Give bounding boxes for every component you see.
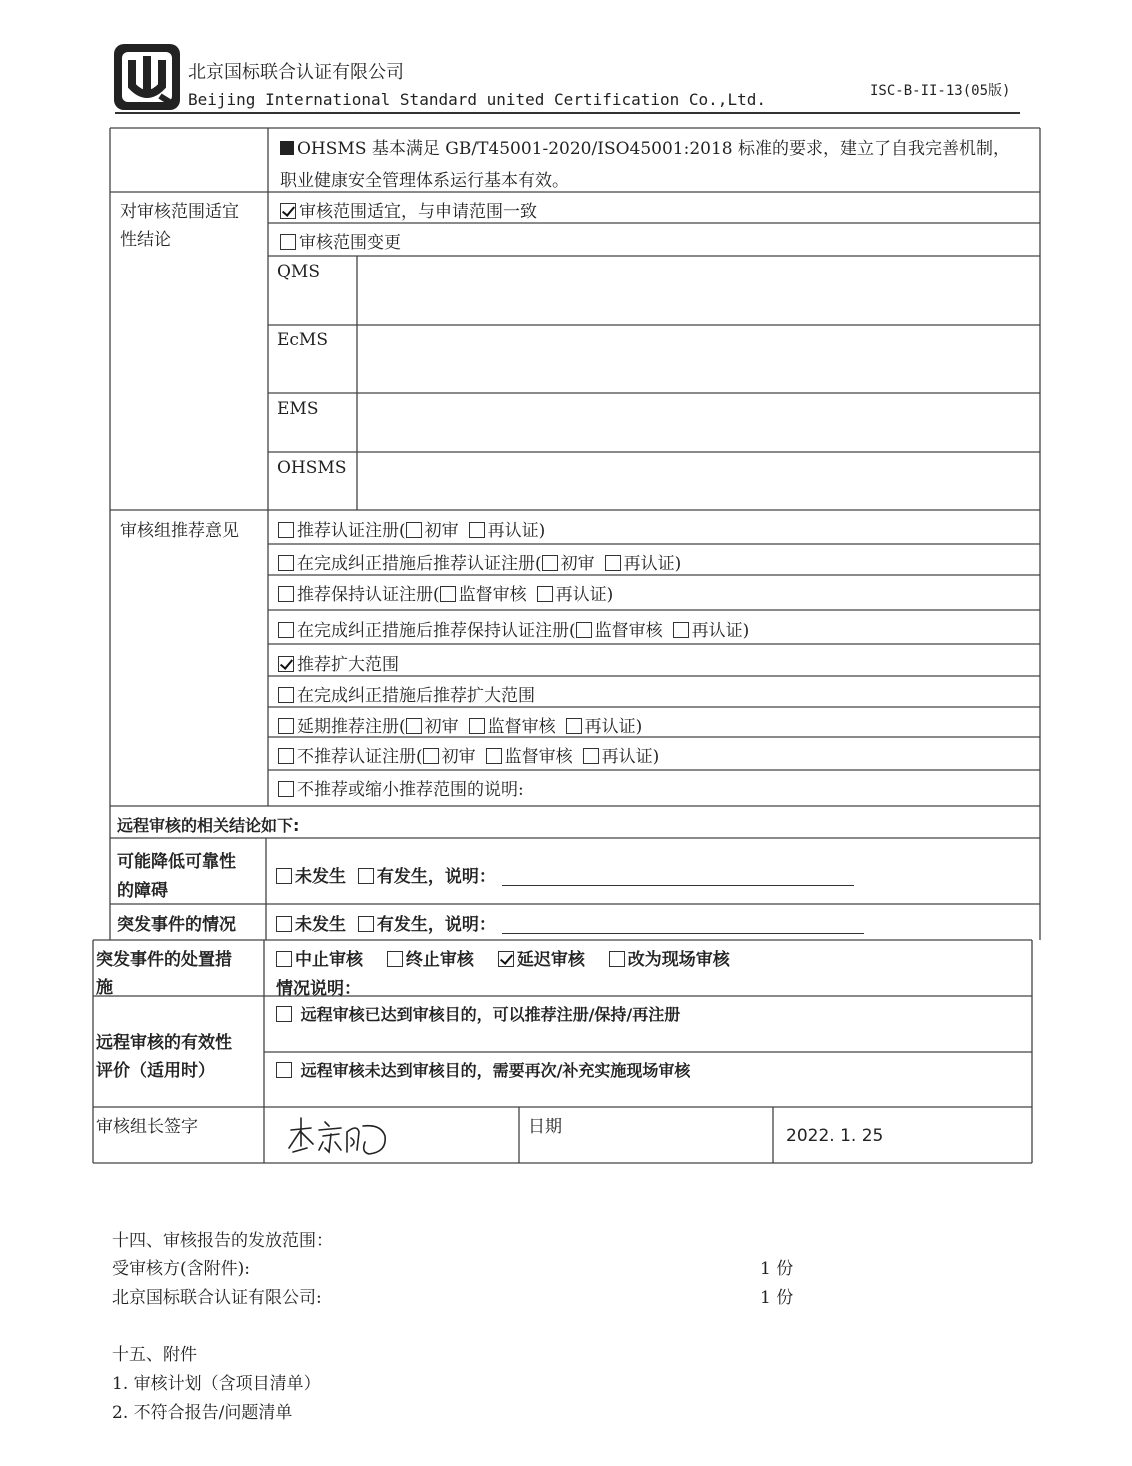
checkbox-icon[interactable] (542, 555, 558, 571)
handling-option-onsite[interactable]: 改为现场审核 (609, 950, 730, 970)
recommendation-sub-option[interactable]: 初审 (406, 717, 459, 737)
checkbox-icon[interactable] (566, 718, 582, 734)
recommendation-option[interactable]: 不推荐认证注册( 初审 监督审核 再认证) (278, 742, 659, 767)
distribution-party: 北京国标联合认证有限公司: (112, 1288, 322, 1308)
checkbox-icon[interactable] (423, 748, 439, 764)
occurred-option[interactable]: 有发生，说明： (358, 915, 496, 935)
system-label-ems: EMS (277, 399, 319, 419)
checkbox-icon[interactable] (276, 868, 292, 884)
recommendation-sub-option[interactable]: 初审 (406, 521, 459, 541)
scope-suitable-option[interactable]: 审核范围适宜，与申请范围一致 (280, 197, 537, 222)
handling-label-line2: 施 (96, 978, 113, 998)
checkbox-icon[interactable] (276, 1062, 292, 1078)
checkbox-icon[interactable] (605, 555, 621, 571)
recommendation-sub-option[interactable]: 监督审核 (440, 585, 527, 605)
checkbox-icon[interactable] (280, 234, 296, 250)
scope-change-option[interactable]: 审核范围变更 (280, 228, 401, 253)
system-label-ecms: EcMS (277, 330, 328, 350)
recommendation-option[interactable]: 在完成纠正措施后推荐扩大范围 (278, 681, 535, 706)
recommendation-option[interactable]: 在完成纠正措施后推荐保持认证注册( 监督审核 再认证) (278, 616, 749, 641)
reliability-options (276, 862, 854, 887)
distribution-count: 1 份 (760, 1259, 794, 1279)
recommendation-option[interactable]: 推荐扩大范围 (278, 650, 399, 675)
checked-checkbox-icon[interactable] (278, 656, 294, 672)
recommendation-sub-option[interactable]: 再认证) (673, 621, 750, 641)
recommendation-sub-option[interactable]: 再认证) (469, 521, 546, 541)
header-rule (115, 112, 1020, 114)
attachment-item: 2. 不符合报告/问题清单 (112, 1403, 293, 1423)
system-label-ohsms: OHSMS (277, 458, 347, 478)
recommendation-sub-option[interactable]: 监督审核 (576, 621, 663, 641)
checkbox-icon[interactable] (469, 522, 485, 538)
company-name-cn: 北京国标联合认证有限公司 (188, 62, 404, 83)
checkbox-icon[interactable] (278, 522, 294, 538)
checked-checkbox-icon[interactable] (280, 203, 296, 219)
document-code: ISC-B-II-13(05版) (870, 83, 1011, 99)
checkbox-icon[interactable] (278, 748, 294, 764)
checkbox-icon[interactable] (276, 916, 292, 932)
validity-option-achieved[interactable]: 远程审核已达到审核目的，可以推荐注册/保持/再注册 (276, 1002, 680, 1025)
recommendation-option[interactable]: 延期推荐注册( 初审 监督审核 再认证) (278, 712, 642, 737)
checkbox-icon[interactable] (440, 586, 456, 602)
checkbox-icon[interactable] (358, 868, 374, 884)
not-occurred-option[interactable]: 未发生 (276, 867, 346, 887)
ohsms-conclusion-line2: 职业健康安全管理体系运行基本有效。 (280, 171, 569, 191)
attachment-item: 1. 审核计划（含项目清单） (112, 1374, 321, 1394)
validity-label-line2: 评价（适用时） (96, 1061, 215, 1081)
handling-option-suspend[interactable]: 中止审核 (276, 950, 363, 970)
remote-heading: 远程审核的相关结论如下: (117, 816, 300, 835)
recommendation-option[interactable]: 不推荐或缩小推荐范围的说明: (278, 775, 524, 800)
attachments-heading: 十五、附件 (112, 1345, 197, 1365)
distribution-party: 受审核方(含附件): (112, 1259, 250, 1279)
explanation-blank[interactable] (502, 885, 854, 886)
scope-label-line1: 对审核范围适宜 (120, 202, 239, 222)
checkbox-icon[interactable] (276, 951, 292, 967)
checkbox-icon[interactable] (278, 555, 294, 571)
checkbox-icon[interactable] (673, 622, 689, 638)
checkbox-icon[interactable] (469, 718, 485, 734)
recommendation-option[interactable]: 在完成纠正措施后推荐认证注册( 初审 再认证) (278, 549, 681, 574)
handling-option-terminate[interactable]: 终止审核 (387, 950, 474, 970)
date-value: 2022. 1. 25 (786, 1126, 884, 1146)
situation-note: 情况说明： (276, 979, 361, 999)
checkbox-icon[interactable] (276, 1006, 292, 1022)
company-name-en: Beijing International Standard united Certification Co.,Ltd. (188, 90, 766, 109)
checkbox-icon[interactable] (583, 748, 599, 764)
checkbox-icon[interactable] (609, 951, 625, 967)
handling-option-delay[interactable]: 延迟审核 (498, 950, 585, 970)
checkbox-icon[interactable] (278, 781, 294, 797)
recommendation-option[interactable]: 推荐保持认证注册( 监督审核 再认证) (278, 580, 613, 605)
recommendation-sub-option[interactable]: 再认证) (605, 554, 682, 574)
checkbox-icon[interactable] (387, 951, 403, 967)
checkbox-icon[interactable] (406, 718, 422, 734)
recommendation-sub-option[interactable]: 监督审核 (486, 747, 573, 767)
validity-label-line1: 远程审核的有效性 (96, 1033, 232, 1053)
checkbox-icon[interactable] (486, 748, 502, 764)
ohsms-conclusion-line1: OHSMS 基本满足 GB/T45001-2020/ISO45001:2018 标准的要求，建立了自我完善机制， (280, 134, 1010, 159)
checkbox-icon[interactable] (358, 916, 374, 932)
distribution-heading: 十四、审核报告的发放范围： (112, 1231, 333, 1251)
handling-options (276, 945, 730, 970)
explanation-blank[interactable] (502, 933, 864, 934)
handwritten-signature (285, 1112, 395, 1158)
recommendation-sub-option[interactable]: 再认证) (583, 747, 660, 767)
recommendation-sub-option[interactable]: 初审 (423, 747, 476, 767)
checkbox-icon[interactable] (278, 687, 294, 703)
scope-label-line2: 性结论 (120, 230, 171, 250)
checkbox-icon[interactable] (278, 718, 294, 734)
validity-option-not-achieved[interactable]: 远程审核未达到审核目的，需要再次/补充实施现场审核 (276, 1058, 690, 1081)
recommendation-option[interactable]: 推荐认证注册( 初审 再认证) (278, 516, 545, 541)
recommendation-sub-option[interactable]: 监督审核 (469, 717, 556, 737)
checkbox-icon[interactable] (406, 522, 422, 538)
date-label: 日期 (528, 1117, 562, 1137)
not-occurred-option[interactable]: 未发生 (276, 915, 346, 935)
handling-label-line1: 突发事件的处置措 (96, 950, 232, 970)
recommendation-sub-option[interactable]: 再认证) (566, 717, 643, 737)
reliability-label-line2: 的障碍 (117, 881, 168, 901)
filled-square-icon (280, 141, 294, 155)
recommendation-sub-option[interactable]: 初审 (542, 554, 595, 574)
occurred-option[interactable]: 有发生，说明： (358, 867, 496, 887)
system-label-qms: QMS (277, 262, 320, 282)
company-logo (112, 42, 182, 112)
emergency-options (276, 910, 864, 935)
recommendation-sub-option[interactable]: 再认证) (537, 585, 614, 605)
recommendation-label: 审核组推荐意见 (120, 521, 239, 541)
checked-checkbox-icon[interactable] (498, 951, 514, 967)
reliability-label-line1: 可能降低可靠性 (117, 852, 236, 872)
checkbox-icon[interactable] (537, 586, 553, 602)
checkbox-icon[interactable] (576, 622, 592, 638)
emergency-label: 突发事件的情况 (117, 915, 236, 935)
leader-signature-label: 审核组长签字 (96, 1117, 198, 1137)
distribution-count: 1 份 (760, 1288, 794, 1308)
checkbox-icon[interactable] (278, 586, 294, 602)
checkbox-icon[interactable] (278, 622, 294, 638)
